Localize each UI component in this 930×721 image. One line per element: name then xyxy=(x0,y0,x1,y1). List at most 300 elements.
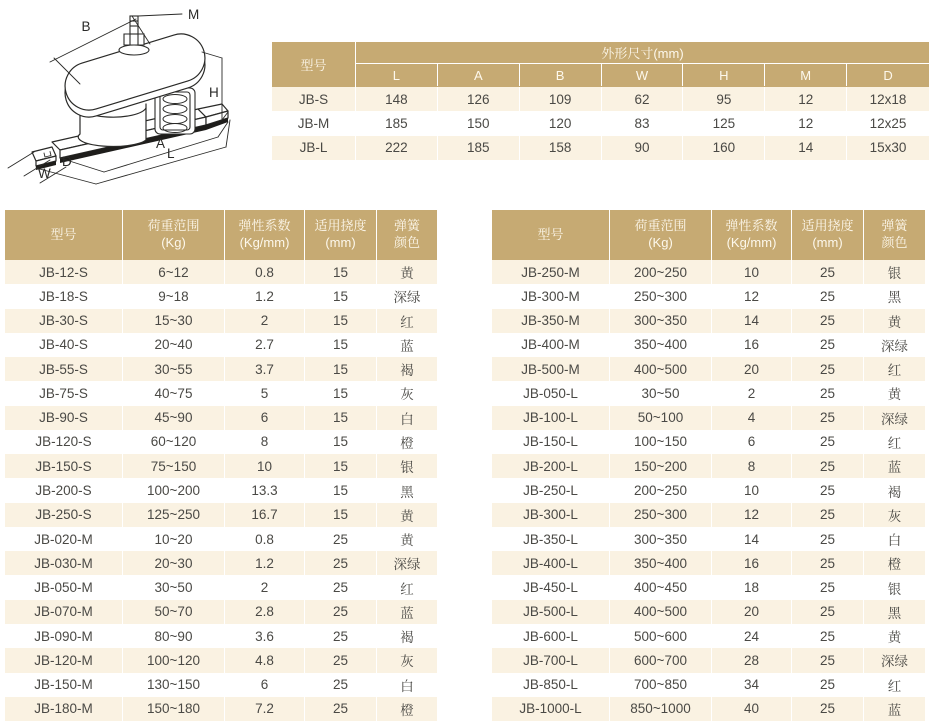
cell-h: 125 xyxy=(683,111,765,135)
cell-k: 4 xyxy=(712,406,792,430)
cell-m: 14 xyxy=(765,136,847,160)
cell-color: 银 xyxy=(887,581,902,597)
cell-defl: 25 xyxy=(792,430,864,454)
cell-model: JB-40-S xyxy=(5,333,123,357)
cell-w: 83 xyxy=(602,111,684,135)
cell-defl: 25 xyxy=(305,551,377,575)
cell-load: 100~200 xyxy=(123,478,225,502)
cell-model: JB-030-M xyxy=(5,551,123,575)
cell-k: 5 xyxy=(225,381,305,405)
cell-model: JB-300-L xyxy=(492,503,610,527)
col-header-deflection-line1: 适用挠度 xyxy=(314,218,367,234)
cell-load: 20~40 xyxy=(123,333,225,357)
cell-defl: 25 xyxy=(792,648,864,672)
cell-model: JB-30-S xyxy=(5,309,123,333)
cell-load: 150~200 xyxy=(610,454,712,478)
cell-color: 黑 xyxy=(400,484,414,500)
cell-color: 红 xyxy=(400,581,414,597)
cell-model: JB-090-M xyxy=(5,624,123,648)
col-header-spring-color xyxy=(864,210,925,260)
dims-col-header: H xyxy=(683,64,765,86)
table-row xyxy=(492,309,925,333)
cell-color: 深绿 xyxy=(881,411,908,427)
cell-model: JB-200-S xyxy=(5,478,123,502)
table-row xyxy=(5,454,437,478)
cell-k: 20 xyxy=(712,600,792,624)
cell-k: 1.2 xyxy=(225,284,305,308)
cell-model: JB-250-L xyxy=(492,478,610,502)
cell-color: 黄 xyxy=(887,630,902,646)
cell-k: 6 xyxy=(225,406,305,430)
cell-defl: 15 xyxy=(305,430,377,454)
cell-load: 15~30 xyxy=(123,309,225,333)
cell-load: 100~120 xyxy=(123,648,225,672)
cell-defl: 15 xyxy=(305,503,377,527)
table-row xyxy=(5,673,437,697)
cell-load: 45~90 xyxy=(123,406,225,430)
cell-k: 28 xyxy=(712,648,792,672)
cell-defl: 25 xyxy=(792,406,864,430)
cell-model: JB-150-M xyxy=(5,673,123,697)
cell-defl: 15 xyxy=(305,260,377,284)
cell-defl: 15 xyxy=(305,381,377,405)
cell-load: 130~150 xyxy=(123,673,225,697)
col-header-load-line2: (Kg) xyxy=(161,235,186,250)
table-row xyxy=(5,624,437,648)
cell-h: 160 xyxy=(683,136,765,160)
cell-defl: 25 xyxy=(792,600,864,624)
table-row xyxy=(492,381,925,405)
cell-load: 250~300 xyxy=(610,503,712,527)
cell-load: 50~100 xyxy=(610,406,712,430)
cell-defl: 15 xyxy=(305,284,377,308)
col-header-load xyxy=(123,210,225,260)
cell-model: JB-450-L xyxy=(492,575,610,599)
table-row xyxy=(492,503,925,527)
cell-load: 10~20 xyxy=(123,527,225,551)
col-header-load-line1: 荷重范围 xyxy=(634,218,687,234)
cell-k: 0.8 xyxy=(225,527,305,551)
cell-defl: 15 xyxy=(305,333,377,357)
cell-load: 500~600 xyxy=(610,624,712,648)
dims-col-header: A xyxy=(438,64,520,86)
cell-d: 15x30 xyxy=(869,140,907,156)
col-header-stiffness-line2: (Kg/mm) xyxy=(726,235,777,250)
cell-model: JB-050-M xyxy=(5,575,123,599)
cell-l: 148 xyxy=(356,87,438,111)
cell-model: JB-400-L xyxy=(492,551,610,575)
cell-k: 2 xyxy=(712,381,792,405)
col-header-deflection-line2: (mm) xyxy=(325,235,356,250)
cell-defl: 25 xyxy=(792,381,864,405)
dims-col-header: M xyxy=(765,64,847,86)
cell-k: 12 xyxy=(712,503,792,527)
table-row xyxy=(492,478,925,502)
cell-defl: 25 xyxy=(792,624,864,648)
cell-k: 0.8 xyxy=(225,260,305,284)
cell-color: 灰 xyxy=(400,654,414,670)
cell-model: JB-120-M xyxy=(5,648,123,672)
col-header-color-line1: 弹簧 xyxy=(881,218,908,234)
cell-a: 150 xyxy=(438,111,520,135)
table-row xyxy=(492,673,925,697)
cell-color: 蓝 xyxy=(887,460,902,476)
cell-k: 20 xyxy=(712,357,792,381)
cell-k: 34 xyxy=(712,673,792,697)
dims-size-header-group xyxy=(356,42,929,87)
cell-color: 白 xyxy=(400,678,414,694)
cell-load: 150~180 xyxy=(123,697,225,721)
table-row xyxy=(5,478,437,502)
cell-model: JB-700-L xyxy=(492,648,610,672)
col-header-color-line2: 颜色 xyxy=(393,235,420,250)
cell-model: JB-350-L xyxy=(492,527,610,551)
table-row xyxy=(5,333,437,357)
cell-k: 16 xyxy=(712,333,792,357)
cell-load: 300~350 xyxy=(610,527,712,551)
cell-k: 8 xyxy=(225,430,305,454)
cell-load: 30~50 xyxy=(123,575,225,599)
table-row xyxy=(492,406,925,430)
cell-color: 黄 xyxy=(400,533,414,549)
cell-defl: 25 xyxy=(792,551,864,575)
isometric-drawing xyxy=(0,0,262,200)
cell-model: JB-850-L xyxy=(492,673,610,697)
cell-load: 200~250 xyxy=(610,478,712,502)
cell-model: JB-600-L xyxy=(492,624,610,648)
cell-color: 深绿 xyxy=(393,557,421,573)
col-header-load xyxy=(610,210,712,260)
cell-defl: 25 xyxy=(792,454,864,478)
cell-load: 30~50 xyxy=(610,381,712,405)
dims-col-header: D xyxy=(883,67,893,83)
cell-k: 16.7 xyxy=(225,503,305,527)
col-header-color-line2: 颜色 xyxy=(881,235,908,250)
cell-k: 6 xyxy=(225,673,305,697)
cell-model: JB-120-S xyxy=(5,430,123,454)
col-header-stiffness xyxy=(712,210,792,260)
cell-color: 红 xyxy=(400,314,414,330)
table-row xyxy=(5,551,437,575)
table-row xyxy=(492,430,925,454)
cell-k: 12 xyxy=(712,284,792,308)
dim-label-a: A xyxy=(156,136,166,151)
cell-defl: 25 xyxy=(305,624,377,648)
table-row xyxy=(492,600,925,624)
cell-color: 蓝 xyxy=(887,702,902,718)
cell-k: 3.6 xyxy=(225,624,305,648)
cell-defl: 25 xyxy=(792,673,864,697)
col-header-stiffness-line1: 弹性系数 xyxy=(238,218,291,234)
cell-color: 褐 xyxy=(887,484,902,500)
cell-defl: 15 xyxy=(305,309,377,333)
col-header-model-label: 型号 xyxy=(50,226,77,242)
col-header-model xyxy=(492,210,610,260)
cell-k: 10 xyxy=(712,260,792,284)
col-header-model-label: 型号 xyxy=(537,226,564,242)
cell-load: 850~1000 xyxy=(610,697,712,721)
cell-color: 橙 xyxy=(887,557,902,573)
cell-k: 1.2 xyxy=(225,551,305,575)
cell-load: 250~300 xyxy=(610,284,712,308)
spec-table-left-header xyxy=(5,210,437,260)
col-header-load-line2: (Kg) xyxy=(648,235,673,250)
dims-span-header: 外形尺寸(mm) xyxy=(356,42,929,64)
cell-load: 200~250 xyxy=(610,260,712,284)
cell-color: 深绿 xyxy=(881,654,908,670)
cell-k: 18 xyxy=(712,575,792,599)
cell-l: 222 xyxy=(356,136,438,160)
table-row xyxy=(5,600,437,624)
table-row xyxy=(492,648,925,672)
table-row xyxy=(492,551,925,575)
cell-color: 银 xyxy=(400,460,414,476)
table-row xyxy=(492,624,925,648)
cell-defl: 25 xyxy=(792,260,864,284)
cell-color: 白 xyxy=(887,533,902,549)
cell-k: 4.8 xyxy=(225,648,305,672)
cell-defl: 15 xyxy=(305,357,377,381)
cell-k: 7.2 xyxy=(225,697,305,721)
cell-load: 400~500 xyxy=(610,357,712,381)
cell-load: 60~120 xyxy=(123,430,225,454)
cell-color: 橙 xyxy=(400,702,414,718)
cell-model: JB-M xyxy=(272,111,356,135)
cell-defl: 25 xyxy=(305,697,377,721)
col-header-deflection xyxy=(792,210,864,260)
cell-k: 2 xyxy=(225,309,305,333)
cell-color: 蓝 xyxy=(400,605,414,621)
cell-color: 银 xyxy=(887,266,902,282)
col-header-model xyxy=(5,210,123,260)
cell-defl: 25 xyxy=(792,357,864,381)
cell-load: 125~250 xyxy=(123,503,225,527)
cell-k: 40 xyxy=(712,697,792,721)
cell-model: JB-250-S xyxy=(5,503,123,527)
table-row xyxy=(492,575,925,599)
cell-load: 20~30 xyxy=(123,551,225,575)
cell-defl: 25 xyxy=(305,648,377,672)
cell-color: 黑 xyxy=(887,290,902,306)
col-header-spring-color xyxy=(377,210,437,260)
cell-model: JB-1000-L xyxy=(492,697,610,721)
cell-b: 158 xyxy=(520,136,602,160)
cell-w: 62 xyxy=(602,87,684,111)
cell-defl: 25 xyxy=(792,309,864,333)
dimensions-table xyxy=(272,42,929,160)
cell-k: 2 xyxy=(225,575,305,599)
cell-color: 红 xyxy=(887,363,902,379)
cell-model: JB-300-M xyxy=(492,284,610,308)
cell-load: 350~400 xyxy=(610,333,712,357)
dimensions-table-body xyxy=(272,87,929,160)
cell-model: JB-100-L xyxy=(492,406,610,430)
cell-color: 黑 xyxy=(887,605,902,621)
cell-model: JB-90-S xyxy=(5,406,123,430)
dim-label-b: B xyxy=(81,19,91,34)
table-row xyxy=(5,575,437,599)
cell-model: JB-400-M xyxy=(492,333,610,357)
cell-color: 深绿 xyxy=(881,338,908,354)
col-header-deflection xyxy=(305,210,377,260)
dims-col-header: L xyxy=(356,64,438,86)
cell-color: 黄 xyxy=(400,508,414,524)
cell-defl: 15 xyxy=(305,478,377,502)
table-row xyxy=(5,406,437,430)
table-row xyxy=(272,87,929,111)
cell-model: JB-12-S xyxy=(5,260,123,284)
cell-defl: 25 xyxy=(792,575,864,599)
dim-label-d: D xyxy=(62,154,72,169)
table-row xyxy=(5,430,437,454)
cell-color: 黄 xyxy=(887,387,902,403)
spec-table-left-body xyxy=(5,260,437,721)
cell-defl: 25 xyxy=(305,575,377,599)
dims-column-headers xyxy=(356,64,929,86)
cell-m: 12 xyxy=(765,87,847,111)
cell-k: 24 xyxy=(712,624,792,648)
dim-label-h: H xyxy=(209,85,219,100)
table-row xyxy=(5,260,437,284)
cell-color: 深绿 xyxy=(393,290,421,306)
cell-load: 75~150 xyxy=(123,454,225,478)
dim-label-w: W xyxy=(38,166,51,181)
spec-table-right-body xyxy=(492,260,925,721)
cell-model: JB-050-L xyxy=(492,381,610,405)
cell-color: 红 xyxy=(887,435,902,451)
dims-model-header: 型号 xyxy=(272,42,356,87)
cell-defl: 25 xyxy=(305,527,377,551)
table-row xyxy=(272,136,929,160)
cell-h: 95 xyxy=(683,87,765,111)
cell-k: 10 xyxy=(225,454,305,478)
col-header-deflection-line1: 适用挠度 xyxy=(801,218,854,234)
spec-table-right-header xyxy=(492,210,925,260)
cell-load: 300~350 xyxy=(610,309,712,333)
cell-load: 40~75 xyxy=(123,381,225,405)
cell-color: 白 xyxy=(400,411,414,427)
cell-defl: 25 xyxy=(792,697,864,721)
cell-m: 12 xyxy=(765,111,847,135)
table-row xyxy=(492,260,925,284)
table-row xyxy=(5,648,437,672)
cell-defl: 15 xyxy=(305,406,377,430)
cell-k: 14 xyxy=(712,309,792,333)
cell-load: 350~400 xyxy=(610,551,712,575)
table-row xyxy=(5,357,437,381)
table-row xyxy=(5,527,437,551)
cell-a: 126 xyxy=(438,87,520,111)
table-row xyxy=(5,697,437,721)
cell-color: 橙 xyxy=(400,435,414,451)
cell-k: 14 xyxy=(712,527,792,551)
cell-w: 90 xyxy=(602,136,684,160)
cell-model: JB-250-M xyxy=(492,260,610,284)
cell-load: 700~850 xyxy=(610,673,712,697)
cell-color: 灰 xyxy=(887,508,902,524)
cell-color: 红 xyxy=(887,678,902,694)
cell-k: 13.3 xyxy=(225,478,305,502)
dim-label-m: M xyxy=(188,7,200,22)
cell-d: 12x18 xyxy=(869,91,907,107)
cell-l: 185 xyxy=(356,111,438,135)
cell-load: 100~150 xyxy=(610,430,712,454)
cell-color: 黄 xyxy=(400,266,414,282)
dims-col-header: B xyxy=(520,64,602,86)
table-row xyxy=(492,527,925,551)
dimensions-table-header xyxy=(272,42,929,87)
cell-defl: 25 xyxy=(792,503,864,527)
cell-model: JB-500-L xyxy=(492,600,610,624)
cell-load: 600~700 xyxy=(610,648,712,672)
table-row xyxy=(5,381,437,405)
dim-label-l: L xyxy=(167,146,175,161)
col-header-color-line1: 弹簧 xyxy=(393,218,420,234)
cell-color: 褐 xyxy=(400,630,414,646)
cell-a: 185 xyxy=(438,136,520,160)
cell-model: JB-150-L xyxy=(492,430,610,454)
cell-color: 灰 xyxy=(400,387,414,403)
cell-model: JB-020-M xyxy=(5,527,123,551)
cell-color: 蓝 xyxy=(400,338,414,354)
table-row xyxy=(5,503,437,527)
cell-defl: 25 xyxy=(792,333,864,357)
cell-defl: 25 xyxy=(792,527,864,551)
cell-defl: 25 xyxy=(305,673,377,697)
col-header-stiffness-line2: (Kg/mm) xyxy=(239,235,290,250)
spec-table-right xyxy=(492,210,925,721)
cell-load: 400~450 xyxy=(610,575,712,599)
cell-k: 10 xyxy=(712,478,792,502)
cell-defl: 25 xyxy=(792,478,864,502)
cell-model: JB-200-L xyxy=(492,454,610,478)
col-header-load-line1: 荷重范围 xyxy=(147,218,200,234)
cell-k: 2.7 xyxy=(225,333,305,357)
cell-model: JB-18-S xyxy=(5,284,123,308)
cell-load: 80~90 xyxy=(123,624,225,648)
dims-col-header: W xyxy=(602,64,684,86)
cell-k: 2.8 xyxy=(225,600,305,624)
cell-b: 109 xyxy=(520,87,602,111)
cell-k: 6 xyxy=(712,430,792,454)
table-row xyxy=(5,309,437,333)
cell-defl: 15 xyxy=(305,454,377,478)
col-header-deflection-line2: (mm) xyxy=(812,235,843,250)
cell-load: 9~18 xyxy=(123,284,225,308)
cell-model: JB-55-S xyxy=(5,357,123,381)
cell-load: 400~500 xyxy=(610,600,712,624)
cell-model: JB-S xyxy=(272,87,356,111)
table-row xyxy=(492,357,925,381)
cell-d: 12x25 xyxy=(869,115,907,131)
col-header-stiffness xyxy=(225,210,305,260)
cell-k: 16 xyxy=(712,551,792,575)
cell-model: JB-350-M xyxy=(492,309,610,333)
cell-model: JB-L xyxy=(272,136,356,160)
table-row xyxy=(272,111,929,135)
cell-defl: 25 xyxy=(305,600,377,624)
cell-load: 50~70 xyxy=(123,600,225,624)
cell-model: JB-75-S xyxy=(5,381,123,405)
cell-load: 6~12 xyxy=(123,260,225,284)
cell-defl: 25 xyxy=(792,284,864,308)
col-header-stiffness-line1: 弹性系数 xyxy=(725,218,778,234)
cell-k: 8 xyxy=(712,454,792,478)
cell-model: JB-180-M xyxy=(5,697,123,721)
cell-color: 褐 xyxy=(400,363,414,379)
table-row xyxy=(492,333,925,357)
cell-model: JB-070-M xyxy=(5,600,123,624)
